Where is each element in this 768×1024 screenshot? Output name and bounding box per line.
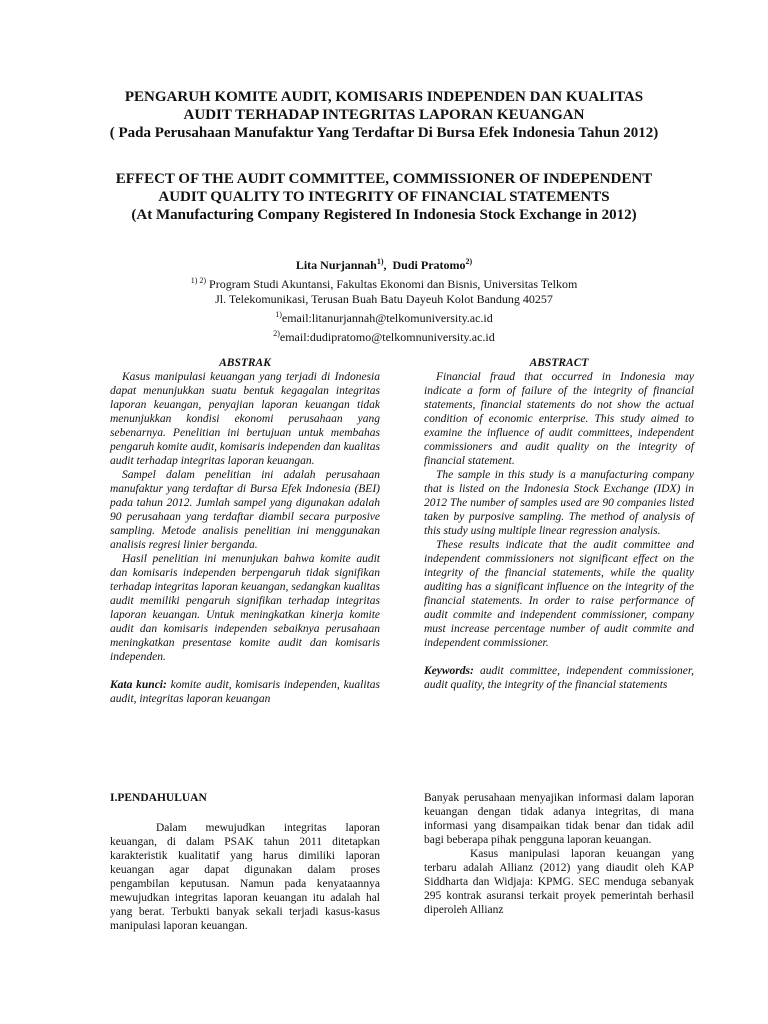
title-id-line2: AUDIT TERHADAP INTEGRITAS LAPORAN KEUANGAN: [183, 107, 585, 123]
abstrak-keywords-text: komite audit, komisaris independen, kualitas audit, integritas laporan keuangan: [110, 679, 380, 705]
abstract-heading: ABSTRACT: [529, 357, 589, 369]
email2-line: [60, 326, 708, 345]
authors-block: [60, 254, 708, 345]
abstract-keywords-label: Keywords: [424, 665, 470, 677]
title-id-line3: ( Pada Perusahaan Manufaktur Yang Terdaftar Di Bursa Efek Indonesia Tahun 2012): [109, 125, 659, 141]
author1-sup: 1): [376, 257, 384, 266]
intro-heading: I.PENDAHULUAN: [110, 792, 207, 804]
abstract-paragraph-1: Financial fraud that occurred in Indonesia may indicate a form of failure of the integrity of financial statements, financial statements do not show the actual condition of economic enterprise. This study aimed to examine the influence of audit committees, independent commissioners and audit quality on the integrity of financial statement.: [424, 371, 694, 467]
title-indonesian: [60, 88, 708, 142]
address: Jl. Telekomunikasi, Terusan Buah Batu Dayeuh Kolot Bandung 40257: [215, 292, 553, 306]
affiliation: [60, 273, 708, 292]
author1-name: Lita Nurjannah: [295, 258, 377, 272]
intro-left: [110, 791, 380, 933]
abstract-paragraph-3: These results indicate that the audit committee and independent commissioners not significant effect on the integrity of the financial statements, while the quality auditing has a significant influence on the integrity of the financial statements. In order to raise performance of audit commite and independent commissioner, company must increase percentage number of audit commite and independent commissioner.: [424, 539, 694, 649]
abstrak-heading: ABSTRAK: [219, 357, 271, 369]
abstract-section: [424, 356, 694, 692]
title-en-line2: AUDIT QUALITY TO INTEGRITY OF FINANCIAL STATEMENTS: [158, 189, 610, 205]
abstrak-paragraph-1: Kasus manipulasi keuangan yang terjadi di Indonesia dapat menunjukkan suatu bentuk kegagalan integritas laporan keuangan, penyajian laporan keuangan tidak menunjukkan kondisi ekonomi perusahaan yang sebenarnya. Penelitian ini bertujuan untuk membahas pengaruh komite audit, komisaris independen dan kualitas audit terhadap integritas laporan keuangan.: [110, 371, 380, 467]
abstrak-paragraph-2: Sampel dalam penelitian ini adalah perusahaan manufaktur yang terdaftar di Bursa Efek Indonesia (BEI) pada tahun 2012. Jumlah sampel yang digunakan adalah 90 perusahaan yang terdaftar diambil secara purposive sampling. Metode analisis penelitian ini menggunakan analisis regresi linier berganda.: [110, 469, 380, 551]
title-id-line1: PENGARUH KOMITE AUDIT, KOMISARIS INDEPENDEN DAN KUALITAS: [124, 89, 644, 105]
abstract-paragraph-2: The sample in this study is a manufacturing company that is listed on the Indonesia Stock Exchange (IDX) in 2012 The number of samples used are 90 companies listed taken by purposive sampling. The method of analysis of this study using multiple linear regression analysis.: [424, 469, 694, 537]
email2: email:dudipratomo@telkomnuniversity.ac.id: [279, 330, 495, 344]
title-en-line3: (At Manufacturing Company Registered In Indonesia Stock Exchange in 2012): [131, 207, 637, 223]
abstrak-keywords: [110, 678, 380, 706]
email1: email:litanurjannah@telkomuniversity.ac.id: [281, 311, 493, 325]
abstrak-keywords-label: Kata kunci:: [110, 679, 167, 691]
email1-line: [60, 307, 708, 326]
author-names: Lita Nurjannah$^{1)}$, Dudi Pratomo$^{2)}$: [295, 257, 473, 272]
author2-name: Dudi Pratomo: [392, 258, 466, 272]
intro-right: [424, 791, 694, 917]
author2-sup: 2): [465, 257, 473, 266]
intro-right-paragraph-1: Banyak perusahaan menyajikan informasi dalam laporan keuangan dengan tidak adanya integritas, di mana informasi yang disampaikan tidak benar dan tidak adil bagi beberapa pihak pengguna laporan keuangan.: [424, 792, 694, 846]
email2-sup: 2): [273, 329, 280, 338]
abstrak-paragraph-3: Hasil penelitian ini menunjukan bahwa komite audit dan komisaris independen berpengaruh tidak signifikan terhadap integritas laporan keuangan, sedangkan kualitas audit memiliki pengaruh signifikan terhadap integritas laporan keuangan. Untuk meningkatkan kinerja komite audit dan komisaris independen sebaiknya perusahaan meningkatkan presentase komite audit dan komisaris independen.: [110, 553, 380, 663]
intro-right-paragraph-2: Kasus manipulasi laporan keuangan yang terbaru adalah Allianz (2012) yang diaudit oleh KAP Siddharta dan Widjaja: KPMG. SEC menduga sebanyak 295 kontrak asuransi terkait proyek pemerintah berhasil diperoleh Allianz: [424, 848, 694, 916]
email1-sup: 1): [275, 310, 282, 319]
title-english: [60, 170, 708, 224]
affiliation-text: Program Studi Akuntansi, Fakultas Ekonomi dan Bisnis, Universitas Telkom: [209, 277, 578, 291]
affiliation-sup: 1) 2): [190, 276, 207, 285]
abstrak-section: [110, 356, 380, 706]
abstract-keywords: [424, 664, 694, 692]
abstract-keywords-text: audit committee, independent commissioner, audit quality, the integrity of the financial statements: [424, 665, 694, 691]
abstract-keywords-colon: :: [470, 665, 474, 677]
intro-paragraph-1: Dalam mewujudkan integritas laporan keuangan, di dalam PSAK tahun 2011 ditetapkan karakteristik kualitatif yang harus dimiliki laporan keuangan agar dapat digunakan dalam proses pengambilan keputusan. Namun pada kenyataannya mewujudkan integritas laporan keuangan itu adalah hal yang berat. Terbukti banyak sekali terjadi kasus-kasus manipulasi laporan keuangan.: [110, 822, 380, 932]
title-en-line1: EFFECT OF THE AUDIT COMMITTEE, COMMISSIONER OF INDEPENDENT: [115, 171, 653, 187]
